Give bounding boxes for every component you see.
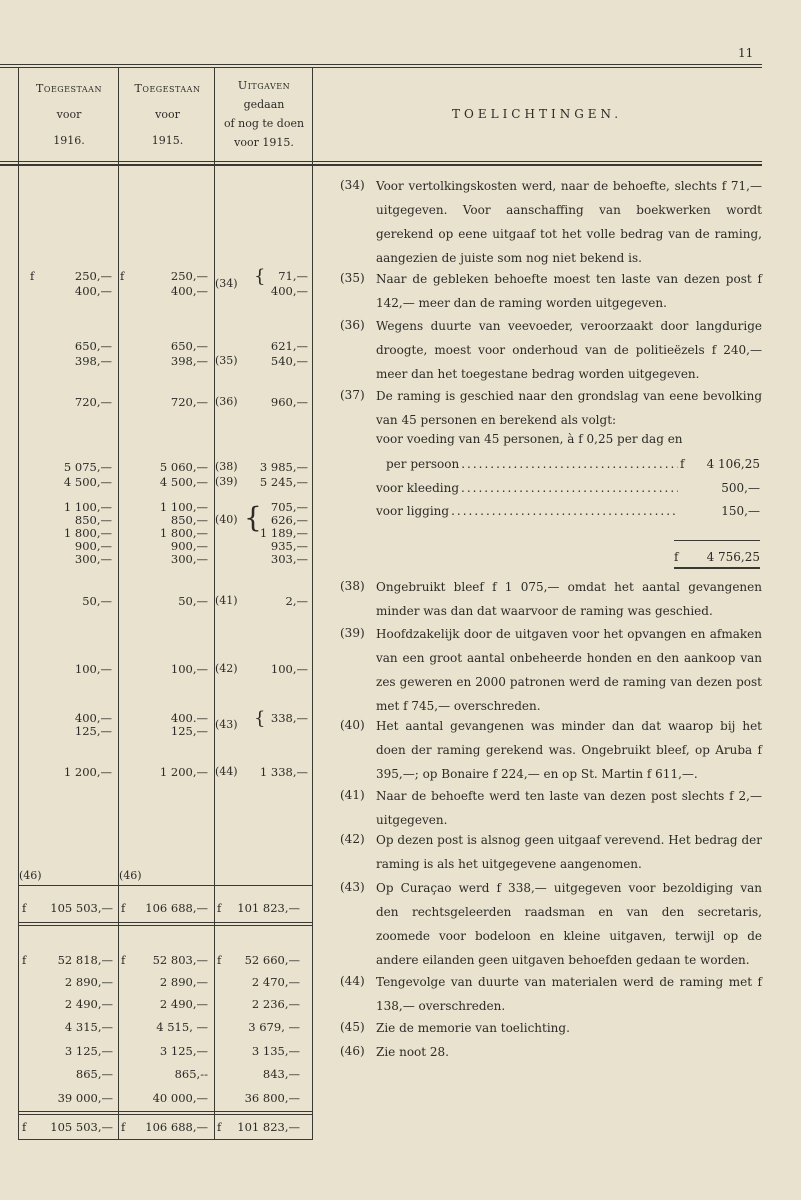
r38-c3: 3 985,— [259,460,308,474]
r40-c3-4: 303,— [270,552,308,566]
calc-row-0-value: 4 106,25 [706,457,760,471]
r42-label: (42) [215,662,238,675]
summary-row-2-c2: 2 490,— [159,997,208,1011]
calc-row-0 [386,457,760,471]
note-number-45: (45) [340,1020,365,1034]
header-col3-line4: voor 1915. [234,136,294,149]
header-col2-line2: voor [155,108,180,121]
r34-c2a: 250,— [170,269,208,283]
r46-label-2: (46) [119,869,142,882]
calc-row-2-value: 150,— [721,504,760,518]
calc-total-value: 4 756,25 [706,550,760,564]
total1-c3: 101 823,— [237,901,300,915]
header-rule-2 [0,164,762,166]
brace: { [244,501,262,534]
total2-c2: 106 688,— [145,1120,208,1134]
summary-row-3-c2: 4 515, — [156,1020,208,1034]
summary-row-1-c3: 2 470,— [251,975,300,989]
r43-c1b: 125,— [74,724,112,738]
vrule-3 [312,68,313,1140]
summary-cur-2: f [121,953,126,967]
summary-row-5-c1: 865,— [75,1067,113,1081]
brace: { [254,708,266,729]
r40-label: (40) [215,513,238,526]
r35-c1a: 650,— [74,339,112,353]
note-number-39: (39) [340,626,365,640]
r38-label: (38) [215,460,238,473]
r40-c2-3: 900,— [170,539,208,553]
r35-c3b: 540,— [270,354,308,368]
r40-c1-0: 1 100,— [63,500,112,514]
header-col1-title: Toegestaan [36,82,102,95]
r35-c1b: 398,— [74,354,112,368]
note-number-41: (41) [340,788,365,802]
note-number-37: (37) [340,388,365,402]
header-col3-title: Uitgaven [237,79,291,92]
page-number: 11 [738,46,754,60]
summary-cur-3: f [217,953,222,967]
note-text-41: Naar de behoefte werd ten laste van dezen post slechts f 2,— uitgegeven. [376,789,762,827]
calc-row-2-label: voor ligging [376,504,450,518]
r39-c1: 4 500,— [63,475,112,489]
note-text-38: Ongebruikt bleef f 1 075,— omdat het aantal gevangenen minder was dan dat waarvoor de raming was geschied. [376,580,762,618]
summary-row-0-c3: 52 660,— [244,953,300,967]
summary-row-0-c2: 52 803,— [152,953,208,967]
summary-row-3-c3: 3 679, — [248,1020,300,1034]
r36-c1: 720,— [74,395,112,409]
r40-c2-4: 300,— [170,552,208,566]
summary-row-5-c3: 843,— [262,1067,300,1081]
summary-row-6-c1: 39 000,— [57,1091,113,1105]
total2-rule-bottom [18,1139,312,1140]
note-number-34: (34) [340,178,365,192]
note-text-43: Op Curaçao werd f 338,— uitgegeven voor bezoldiging van den rechtsgeleerden raadsman en van den secretaris, zoomede voor bodeloon en kleine uitgaven, terwijl op de andere eilanden geen uitgaven behoefden gedaan te worden. [376,881,762,967]
calc-row-0-cur: f [680,457,685,471]
note-text-45: Zie de memorie van toelichting. [376,1021,570,1035]
header-col-1916 [20,76,118,154]
calc-row-0-label: per persoon [386,457,460,471]
r43-c2b: 125,— [170,724,208,738]
r34-c1b: 400,— [74,284,112,298]
calc-total-cur: f [674,550,679,564]
r40-c3-2: 1 189,— [259,526,308,540]
r42-c3: 100,— [270,662,308,676]
summary-row-4-c1: 3 125,— [64,1044,113,1058]
total1-rule-bottom [18,922,312,923]
r43-c3a: 338,— [270,711,308,725]
summary-row-2-c3: 2 236,— [251,997,300,1011]
top-rule-1 [0,64,762,65]
note-text-44: Tengevolge van duurte van materialen werd de raming met f 138,— overschreden. [376,975,762,1013]
note-text-42: Op dezen post is alsnog geen uitgaaf verevend. Het bedrag der raming is als het uitgegevene aangenomen. [376,833,762,871]
calc-intro: voor voeding van 45 personen, à f 0,25 per dag en [376,432,683,446]
header-toelichtingen: TOELICHTINGEN. [452,107,623,121]
summary-cur-1: f [22,953,27,967]
summary-row-4-c2: 3 125,— [159,1044,208,1058]
summary-row-1-c1: 2 890,— [64,975,113,989]
note-text-40: Het aantal gevangenen was minder dan dat waarop bij het doen der raming gerekend was. Ongebruikt bleef, op Aruba f 395,—; op Bonaire f 224,— en op St. Martin f 611,—. [376,719,762,781]
total2-cur-3: f [217,1120,222,1134]
header-col2-line3: 1915. [151,134,184,147]
note-number-40: (40) [340,718,365,732]
r43-c1a: 400,— [74,711,112,725]
currency-f: f [30,269,35,283]
r36-c2: 720,— [170,395,208,409]
total2-rule-top [18,1111,312,1112]
currency-f: f [120,269,125,283]
note-number-35: (35) [340,271,365,285]
r34-c3a: 71,— [278,269,308,283]
r40-c2-2: 1 800,— [159,526,208,540]
r42-c1: 100,— [74,662,112,676]
r38-c1: 5 075,— [63,460,112,474]
total2-cur-2: f [121,1120,126,1134]
r40-c3-3: 935,— [270,539,308,553]
header-col3-line2: gedaan [243,98,285,111]
header-col-1915 [120,76,215,154]
leader-dots [461,481,678,495]
r34-c2b: 400,— [170,284,208,298]
calc-row-2 [376,504,760,518]
summary-row-1-c2: 2 890,— [159,975,208,989]
r44-c3: 1 338,— [259,765,308,779]
note-number-46: (46) [340,1044,365,1058]
note-text-37: De raming is geschied naar den grondslag van eene bevolking van 45 personen en berekend als volgt: [376,389,762,427]
note-text-46: Zie noot 28. [376,1045,449,1059]
calc-row-1-value: 500,— [721,481,760,495]
r40-c1-2: 1 800,— [63,526,112,540]
total1-c1: 105 503,— [50,901,113,915]
header-col3-line3: of nog te doen [223,117,305,130]
brace: { [254,266,266,287]
r43-label: (43) [215,718,238,731]
r34-c3b: 400,— [270,284,308,298]
r42-c2: 100,— [170,662,208,676]
r40-c3-1: 626,— [270,513,308,527]
total1-c2: 106 688,— [145,901,208,915]
r40-c1-4: 300,— [74,552,112,566]
r41-c2: 50,— [178,594,208,608]
leader-dots [461,457,678,471]
r40-c2-1: 850,— [170,513,208,527]
note-text-34: Voor vertolkingskosten werd, naar de behoefte, slechts f 71,— uitgegeven. Voor aanschaffing van boekwerken wordt gerekend op eene uitgaaf tot het volle bedrag van de raming, aangezien de juiste som nog niet bekend is. [376,179,762,265]
vrule-1 [118,68,119,1140]
r34-c1a: 250,— [74,269,112,283]
note-text-39: Hoofdzakelijk door de uitgaven voor het opvangen en afmaken van een groot aantal onbeheerde honden en den aankoop van zes geweren en 2000 patronen werd de raming van dezen post met f 745,— overschreden. [376,627,762,713]
note-number-42: (42) [340,832,365,846]
r44-c2: 1 200,— [159,765,208,779]
summary-row-2-c1: 2 490,— [64,997,113,1011]
r41-label: (41) [215,594,238,607]
total1-cur-2: f [121,901,126,915]
note-number-36: (36) [340,318,365,332]
r40-c2-0: 1 100,— [159,500,208,514]
r43-c2a: 400.— [170,711,208,725]
total1-rule-bottom-2 [18,925,312,926]
r35-c3a: 621,— [270,339,308,353]
r39-c3: 5 245,— [259,475,308,489]
r41-c3: 2,— [285,594,308,608]
header-col2-title: Toegestaan [134,82,201,95]
total2-rule-top-2 [18,1114,312,1115]
summary-row-6-c2: 40 000,— [152,1091,208,1105]
note-text-36: Wegens duurte van veevoeder, veroorzaakt door langdurige droogte, moest voor onderhoud van de politieëzels f 240,— meer dan het toegestane bedrag worden uitgegeven. [376,319,762,381]
leader-dots [451,504,678,518]
total2-c1: 105 503,— [50,1120,113,1134]
calc-row-1-label: voor kleeding [376,481,460,495]
r40-c3-0: 705,— [270,500,308,514]
note-number-44: (44) [340,974,365,988]
r34-label: (34) [215,277,238,290]
r39-label: (39) [215,475,238,488]
total2-cur-1: f [22,1120,27,1134]
summary-row-6-c3: 36 800,— [244,1091,300,1105]
note-number-43: (43) [340,880,365,894]
header-col-uitgaven [216,76,312,152]
r40-c1-1: 850,— [74,513,112,527]
summary-row-3-c1: 4 315,— [64,1020,113,1034]
total1-cur-3: f [217,901,222,915]
r40-c1-3: 900,— [74,539,112,553]
total1-rule-top [18,885,312,886]
vrule-0 [18,68,19,1140]
note-text-35: Naar de gebleken behoefte moest ten laste van dezen post f 142,— meer dan de raming worden uitgegeven. [376,272,762,310]
header-col1-line2: voor [56,108,82,121]
r38-c2: 5 060,— [159,460,208,474]
header-col1-line3: 1916. [53,134,85,147]
header-rule-1 [0,161,762,162]
note-number-38: (38) [340,579,365,593]
total1-cur-1: f [22,901,27,915]
calc-total-rule [674,567,760,569]
r35-c2b: 398,— [170,354,208,368]
calc-row-1 [376,481,760,495]
summary-row-5-c2: 865,-- [174,1067,208,1081]
r39-c2: 4 500,— [159,475,208,489]
total2-c3: 101 823,— [237,1120,300,1134]
r44-c1: 1 200,— [63,765,112,779]
r36-label: (36) [215,395,238,408]
r46-label-1: (46) [19,869,42,882]
r44-label: (44) [215,765,238,778]
r41-c1: 50,— [82,594,112,608]
calc-sum-rule [674,540,760,541]
summary-row-0-c1: 52 818,— [57,953,113,967]
r35-label: (35) [215,354,238,367]
summary-row-4-c3: 3 135,— [251,1044,300,1058]
r35-c2a: 650,— [170,339,208,353]
r36-c3: 960,— [270,395,308,409]
top-rule-2 [0,67,762,68]
